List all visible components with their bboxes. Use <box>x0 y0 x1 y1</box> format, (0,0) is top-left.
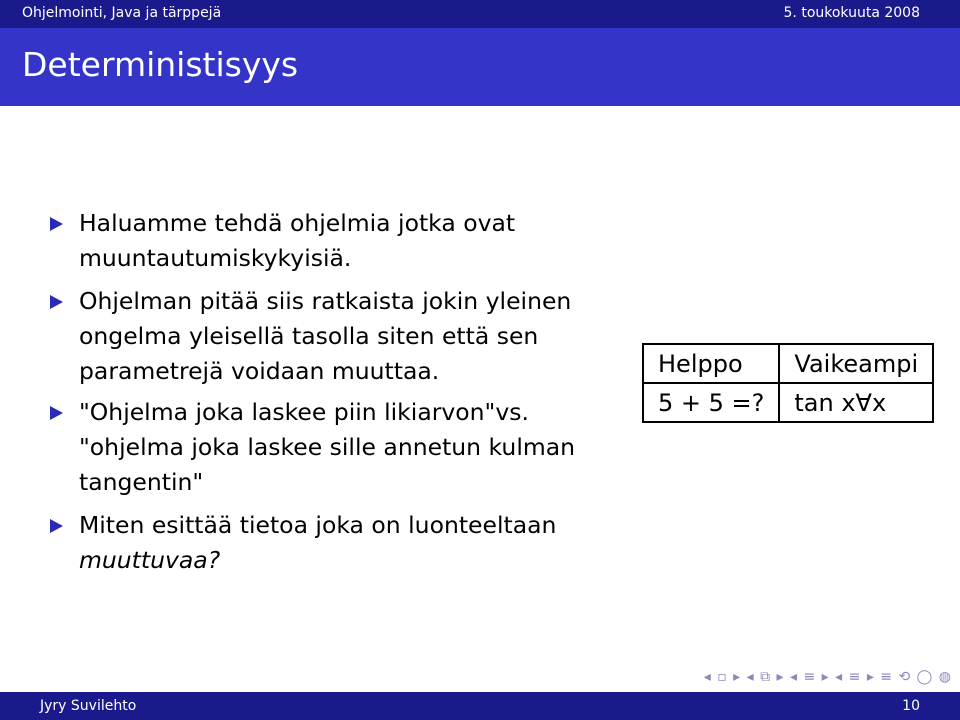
bullet-text: Ohjelman pitää siis ratkaista jokin yleinen ongelma yleisellä tasolla siten että sen parametrejä voidaan muuttaa. <box>79 287 572 385</box>
comparison-table <box>642 343 934 423</box>
page-number: 10 <box>902 698 920 714</box>
frame-title: Deterministisyys <box>22 45 299 84</box>
bullet-item <box>50 284 610 389</box>
bullet-text: Miten esittää tietoa joka on luonteeltaan <box>79 511 557 539</box>
table-cell: tan x∀x <box>779 383 933 422</box>
bullet-text: "Ohjelma joka laskee piin likiarvon"vs. "ohjelma joka laskee sille annetun kulman tangentin" <box>79 398 576 496</box>
triangle-bullet-icon <box>50 406 63 420</box>
table-header-cell: Helppo <box>643 344 779 383</box>
bullet-item <box>50 508 610 578</box>
table-cell: 5 + 5 =? <box>643 383 779 422</box>
bullet-list <box>50 206 610 584</box>
header-date: 5. toukokuuta 2008 <box>783 5 920 21</box>
header-bar <box>0 0 960 28</box>
table-row <box>643 383 933 422</box>
bullet-emphasis: muuttuvaa? <box>79 546 221 574</box>
bullet-item <box>50 395 610 500</box>
footer-bar <box>0 692 960 720</box>
beamer-navigation-icons[interactable]: ◂ ▫ ▸ ◂ ⧉ ▸ ◂ ≡ ▸ ◂ ≡ ▸ ≡ ⟲ ◯ ◍ <box>703 669 952 685</box>
table-header-row <box>643 344 933 383</box>
table-header-cell: Vaikeampi <box>779 344 933 383</box>
frame-title-bar <box>0 28 960 106</box>
bullet-text: Haluamme tehdä ohjelmia jotka ovat muuntautumiskykyisiä. <box>79 209 516 272</box>
triangle-bullet-icon <box>50 295 63 309</box>
header-title: Ohjelmointi, Java ja tärppejä <box>22 5 222 21</box>
footer-author: Jyry Suvilehto <box>40 698 137 714</box>
bullet-item <box>50 206 610 276</box>
triangle-bullet-icon <box>50 519 63 533</box>
triangle-bullet-icon <box>50 217 63 231</box>
